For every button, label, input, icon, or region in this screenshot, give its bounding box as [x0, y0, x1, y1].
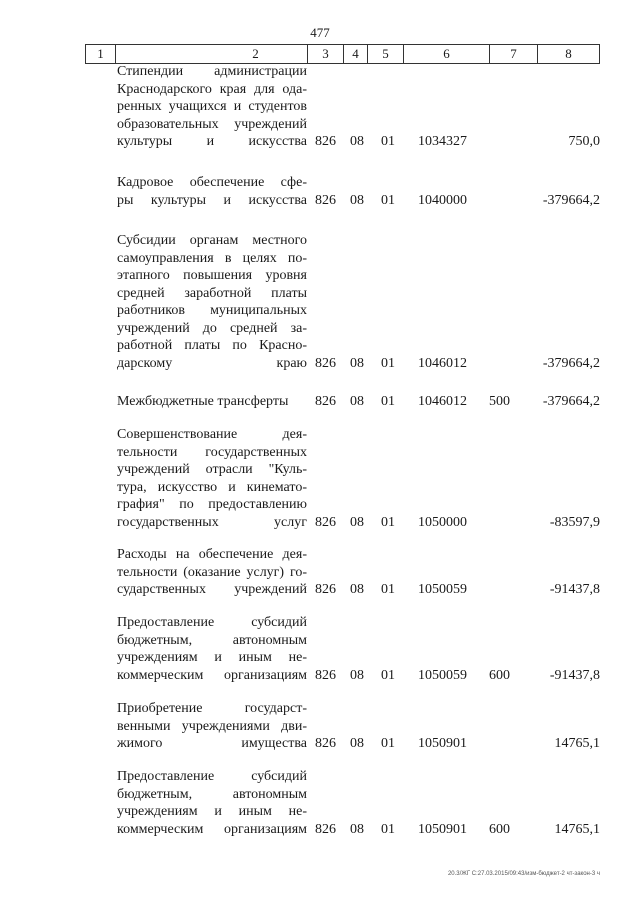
amount: -91437,8 [549, 582, 600, 597]
row-description [117, 63, 307, 151]
description-line: бюджетным, автономным [117, 786, 307, 802]
description-line: учреждениям и иным не- [117, 804, 307, 819]
row-description [117, 426, 307, 531]
description-line: учреждений отрасли "Куль- [117, 462, 307, 477]
subsection-code: 01 [381, 355, 395, 371]
description-line: Межбюджетные трансферты [117, 394, 289, 409]
section-code: 08 [350, 736, 364, 751]
subsection-code: 01 [381, 582, 395, 597]
amount: -379664,2 [542, 355, 600, 371]
expense-type-code: 500 [489, 394, 510, 409]
description-line: коммерческим организациям [117, 821, 307, 837]
section-code: 08 [350, 821, 364, 837]
table-row [0, 426, 640, 531]
description-line: ры культуры и искусства [117, 192, 307, 208]
chapter-code: 826 [315, 736, 336, 751]
description-line: этапного повышения уровня [117, 268, 307, 283]
target-article-code: 1046012 [418, 394, 467, 409]
subsection-code: 01 [381, 821, 395, 837]
description-line: графия" по предоставлению [117, 497, 307, 512]
subsection-code: 01 [381, 134, 395, 149]
section-code: 08 [350, 514, 364, 530]
table-row [0, 700, 640, 753]
description-line: сударственных учреждений [117, 582, 307, 597]
description-line: жимого имущества [117, 736, 307, 751]
subsection-code: 01 [381, 667, 395, 683]
description-line: ренных учащихся и студентов [117, 99, 307, 114]
description-line: Кадровое обеспечение сфе- [117, 175, 307, 190]
section-code: 08 [350, 134, 364, 149]
description-line: Приобретение государст- [117, 701, 307, 716]
description-line: работников муниципальных [117, 303, 307, 318]
chapter-code: 826 [315, 355, 336, 371]
chapter-code: 826 [315, 821, 336, 837]
subsection-code: 01 [381, 736, 395, 751]
description-line: венными учреждениями дви- [117, 718, 307, 734]
table-row [0, 393, 640, 411]
header-col-2: 2 [115, 45, 395, 63]
section-code: 08 [350, 192, 364, 208]
target-article-code: 1050901 [418, 736, 467, 751]
chapter-code: 826 [315, 514, 336, 530]
description-line: культуры и искусства [117, 134, 307, 149]
description-line: тельности (оказание услуг) го- [117, 564, 307, 580]
description-line: средней заработной платы [117, 285, 307, 301]
page-number: 477 [310, 25, 330, 40]
footer-note: 20.3/ЖГ С:27.03.2015/09:43/изм-бюджет-2 чт-закон-3 ч [447, 871, 600, 877]
header-col-5: 5 [367, 45, 403, 63]
description-line: тура, искусство и кинемато- [117, 479, 307, 495]
amount: -379664,2 [542, 192, 600, 208]
chapter-code: 826 [315, 192, 336, 208]
header-col-6: 6 [403, 45, 489, 63]
description-line: самоуправления в целях по- [117, 250, 307, 266]
description-line: Расходы на обеспечение дея- [117, 547, 307, 562]
subsection-code: 01 [381, 514, 395, 530]
table-row [0, 232, 640, 372]
table-row [0, 768, 640, 838]
section-code: 08 [350, 355, 364, 371]
header-col-4: 4 [343, 45, 367, 63]
target-article-code: 1034327 [418, 134, 467, 149]
table-row [0, 614, 640, 684]
chapter-code: 826 [315, 582, 336, 597]
section-code: 08 [350, 667, 364, 683]
chapter-code: 826 [315, 667, 336, 683]
table-row [0, 63, 640, 151]
amount: -91437,8 [549, 667, 600, 683]
amount: -379664,2 [542, 394, 600, 409]
row-description [117, 614, 307, 684]
description-line: бюджетным, автономным [117, 632, 307, 648]
row-description [117, 174, 307, 209]
target-article-code: 1050901 [418, 821, 467, 837]
expense-type-code: 600 [489, 667, 510, 683]
table-row [0, 174, 640, 209]
subsection-code: 01 [381, 192, 395, 208]
amount: 14765,1 [554, 736, 600, 751]
row-description [117, 232, 307, 372]
amount: 750,0 [568, 134, 600, 149]
target-article-code: 1050000 [418, 514, 467, 530]
row-description [117, 393, 307, 411]
description-line: Субсидии органам местного [117, 233, 307, 248]
expense-type-code: 600 [489, 821, 510, 837]
table-row [0, 546, 640, 599]
chapter-code: 826 [315, 394, 336, 409]
amount: 14765,1 [554, 821, 600, 837]
header-col-3: 3 [307, 45, 343, 63]
target-article-code: 1040000 [418, 192, 467, 208]
section-code: 08 [350, 394, 364, 409]
target-article-code: 1046012 [418, 355, 467, 371]
description-line: дарскому краю [117, 355, 307, 371]
description-line: государственных услуг [117, 514, 307, 530]
description-line: учреждений до средней за- [117, 320, 307, 336]
row-description [117, 700, 307, 753]
description-line: Краснодарского края для ода- [117, 81, 307, 97]
description-line: работной платы по Красно- [117, 338, 307, 353]
description-line: Совершенствование дея- [117, 427, 307, 442]
header-col-8: 8 [537, 45, 600, 63]
row-description [117, 546, 307, 599]
row-description [117, 768, 307, 838]
description-line: учреждениям и иным не- [117, 650, 307, 665]
subsection-code: 01 [381, 394, 395, 409]
header-col-1: 1 [85, 45, 115, 63]
table-header [85, 44, 600, 64]
header-col-7: 7 [489, 45, 537, 63]
description-line: Предоставление субсидий [117, 769, 307, 784]
description-line: коммерческим организациям [117, 667, 307, 683]
chapter-code: 826 [315, 134, 336, 149]
description-line: Стипендии администрации [117, 64, 307, 79]
amount: -83597,9 [549, 514, 600, 530]
section-code: 08 [350, 582, 364, 597]
target-article-code: 1050059 [418, 667, 467, 683]
description-line: Предоставление субсидий [117, 615, 307, 630]
target-article-code: 1050059 [418, 582, 467, 597]
description-line: образовательных учреждений [117, 116, 307, 132]
description-line: тельности государственных [117, 444, 307, 460]
